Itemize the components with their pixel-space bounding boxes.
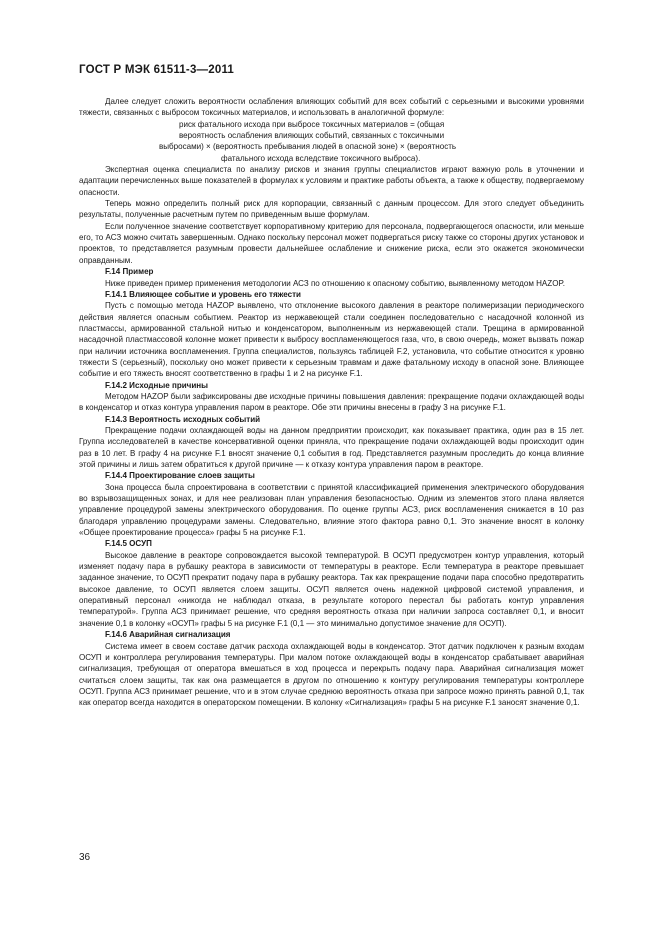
section-heading-f146 [79, 629, 584, 640]
formula-line-1: риск фатального исхода при выбросе токсичных материалов = (общая [179, 119, 445, 129]
section-heading-f143 [79, 414, 584, 425]
section-number: F.14.3 [105, 414, 127, 424]
section-number: F.14 [105, 267, 121, 277]
formula-line-4: фатального исхода вследствие токсичного выброса). [221, 153, 421, 163]
paragraph-sum-probabilities: Далее следует сложить вероятности ослабления влияющих событий для всех событий с серьезными и высокими уровнями тяжести, связанных с выбросом токсичных материалов, и использовать в аналогичной формуле: [79, 97, 584, 118]
paragraph-initiating-frequency: Прекращение подачи охлаждающей воды на данном предприятии происходит, как показывает практика, один раз в 15 лет. Группа исследователей в качестве консервативной оценки приняла, что прекращение подачи охлаждающей воды происходит один раз в 10 лет. В графу 4 на рисунке F.1 вносят значение 0,1 события в год. Представляется разумным проследить до конца влияние этой причины и лишь затем обратиться к другой причине — к отказу контура управления паром в реакторе. [79, 425, 584, 469]
section-title: Пример [122, 267, 154, 277]
section-heading-f14 [79, 266, 584, 277]
section-number: F.14.6 [105, 630, 127, 640]
paragraph-alarm: Система имеет в своем составе датчик расхода охлаждающей воды в конденсатор. Этот датчик подключен к разным входам ОСУП и контроллера регулирования температуры. При малом потоке охлаждающей воды в конденсатор срабатывает аварийная сигнализация, требующая от оператора вмешаться в ход процесса и перекрыть подачу пара. Аварийная сигнализация может считаться слоем защиты, так как она размещается в другом по отношению к контуру регулирования температуры контроллере ОСУП. Группа АСЗ принимает решение, что и в этом случае среднюю вероятность отказа при запросе можно принять равной 0,1, так как оператор всегда находится в операторском помещении. В колонку «Сигнализация» графы 5 на рисунке F.1 заносят значение 0,1. [79, 641, 584, 708]
section-title: Проектирование слоев защиты [129, 471, 255, 481]
section-number: F.14.1 [105, 289, 127, 299]
section-number: F.14.2 [105, 380, 127, 390]
paragraph-example-intro: Ниже приведен пример применения методологии АСЗ по отношению к опасному событию, выявленному методом HAZOP. [105, 278, 566, 288]
section-title: Влияющее событие и уровень его тяжести [129, 289, 301, 299]
section-heading-f142 [79, 380, 584, 391]
formula-toxic-risk [79, 119, 584, 164]
page-number: 36 [79, 852, 91, 863]
formula-line-3: выбросами) × (вероятность пребывания людей в опасной зоне) × (вероятность [159, 142, 457, 152]
paragraph-criterion: Если полученное значение соответствует корпоративному критерию для персонала, подвергающегося опасности, или меньше его, то АСЗ можно считать завершенным. Однако поскольку персонал может подвергаться риску также со стороны других установок и проектов, то представляется разумным провести дальнейшее ослабление и снижение риска, если это окажется экономически оправданным. [79, 221, 584, 265]
paragraph-impact-event: Пусть с помощью метода HAZOP выявлено, что отклонение высокого давления в реакторе полимеризации периодического действия является опасным событием. Реактор из нержавеющей стали соединен последовательно с насадочной колонной из пластмассы, армированной стальной нитью и конденсатором, выполненным из нержавеющей стали. Трещина в армированной насадочной пластмассовой колонне может привести к выбросу воспламеняющегося газа, что, в свою очередь, может вызвать пожар при наличии источника воспламенения. Группа специалистов, пользуясь таблицей F.2, установила, что событие относится к уровню тяжести S (серьезный), поскольку оно может привести к серьезным травмам и даже фатальному исходу в опасной зоне. Влияющее событие и его тяжесть вносят соответственно в графы 1 и 2 на рисунке F.1. [79, 301, 584, 379]
section-title: Аварийная сигнализация [129, 630, 231, 640]
section-title: Исходные причины [129, 380, 209, 390]
paragraph-bpcs: Высокое давление в реакторе сопровождается высокой температурой. В ОСУП предусмотрен контур управления, который изменяет подачу пара в рубашку реактора в зависимости от температуры в реакторе. Если температура в реакторе превышает заданное значение, то ОСУП прекратит подачу пара в рубашку реактора. Так как прекращение подачи пара способно предотвратить высокое давление, то ОСУП является слоем защиты. ОСУП является очень надежной цифровой системой управления, и оперативный персонал «никогда не наблюдал отказа, в результате которого перестал бы работать контур управления температурой». Группа АСЗ принимает решение, что средняя вероятность отказа при наличии запроса составляет 0,1, и вносит значение 0,1 в колонку «ОСУП» графы 5 на рисунке F.1 (0,1 — это минимально допустимое значение для ОСУП). [79, 550, 584, 628]
section-heading-f145 [79, 538, 584, 549]
section-heading-f144 [79, 470, 584, 481]
paragraph-expert-assessment: Экспертная оценка специалиста по анализу рисков и знания группы специалистов играют важную роль в уточнении и адаптации перечисленных выше показателей в формулах к условиям и практике работы объекта, а также к обществу, подвергаемому опасности. [79, 165, 584, 197]
document-header: ГОСТ Р МЭК 61511-3—2011 [79, 64, 235, 76]
section-number: F.14.4 [105, 471, 127, 481]
paragraph-initiating-causes: Методом HAZOP были зафиксированы две исходные причины повышения давления: прекращение подачи охлаждающей воды в конденсатор и отказ контура управления паром в реакторе. Обе эти причины внесены в графу 3 на рисунке F.1. [79, 391, 584, 413]
section-heading-f141 [79, 289, 584, 300]
paragraph-total-risk: Теперь можно определить полный риск для корпорации, связанный с данным процессом. Для этого следует объединить результаты, полученные расчетным путем по приведенным выше формулам. [79, 199, 584, 220]
paragraph-protection-design: Зона процесса была спроектирована в соответствии с принятой классификацией применения электрического оборудования во взрывозащищенных зонах, и для нее реализован план управления безопасностью. Одним из элементов этого плана является управление процедурой замены электрического оборудования. По оценке группы АСЗ, риск воспламенения снижается в 10 раз благодаря управлению процедурами замены. Следовательно, влияние этого фактора равно 0,1. Это значение вносят в колонку «Общее проектирование процесса» графы 5 на рисунке F.1. [79, 482, 584, 538]
document-body [79, 96, 584, 709]
formula-line-2: вероятность ослабления влияющих событий, связанных с токсичными [179, 131, 445, 141]
section-number: F.14.5 [105, 539, 127, 549]
section-title: Вероятность исходных событий [129, 414, 261, 424]
section-title: ОСУП [129, 539, 152, 549]
